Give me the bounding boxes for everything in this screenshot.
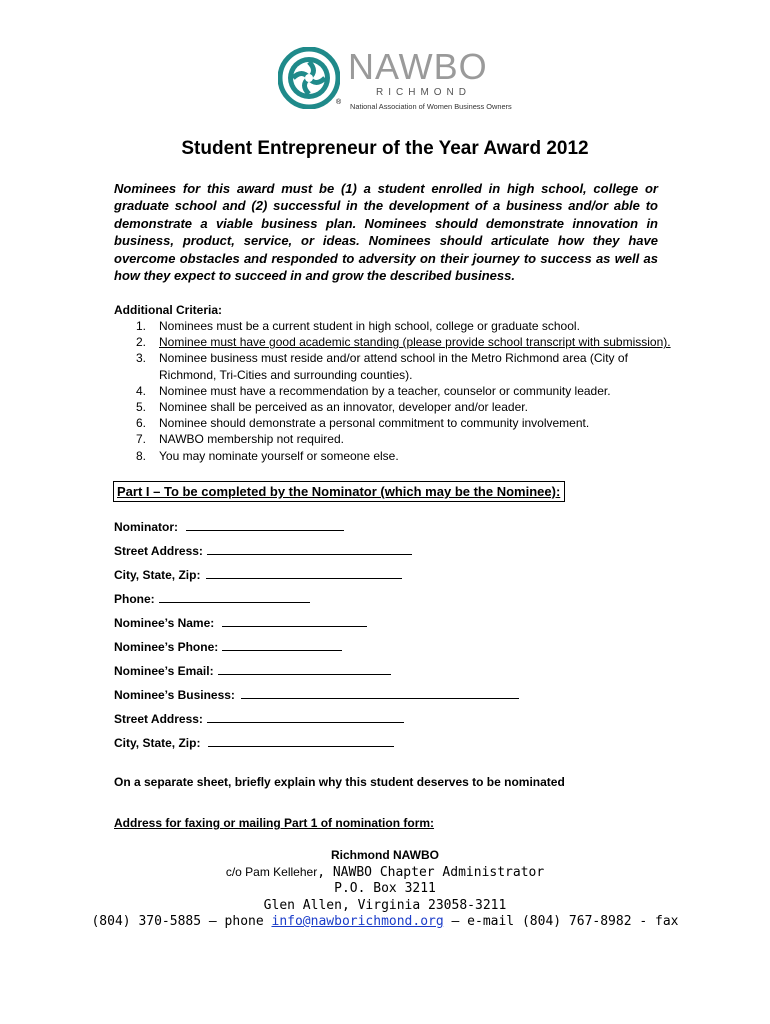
nominee-business-field: Nominee’s Business:	[114, 687, 519, 702]
address-org: Richmond NAWBO	[331, 848, 439, 862]
nawbo-logo	[278, 47, 518, 111]
list-item: 2. Nominee must have good academic standing (please provide school transcript with submission).	[136, 335, 671, 350]
list-item: 1. Nominees must be a current student in high school, college or graduate school.	[136, 319, 580, 333]
part1-heading: Part I – To be completed by the Nominator (which may be the Nominee):	[113, 481, 565, 502]
list-item: 5. Nominee shall be perceived as an innovator, developer and/or leader.	[136, 400, 528, 415]
nominator-input[interactable]	[186, 519, 344, 531]
nominee-phone-input[interactable]	[222, 639, 342, 651]
criteria-list	[114, 318, 674, 464]
address-phone: (804) 370-5885 – phone	[91, 914, 264, 929]
registered-mark: ®	[336, 99, 342, 106]
city-state-zip-input-2[interactable]	[208, 735, 394, 747]
email-link[interactable]: info@nawborichmond.org	[271, 914, 444, 929]
nominee-email-input[interactable]	[218, 663, 391, 675]
nominee-email-field: Nominee’s Email:	[114, 663, 391, 678]
street-address-input[interactable]	[207, 543, 412, 555]
nominee-name-input[interactable]	[222, 615, 367, 627]
city-state-zip-input[interactable]	[206, 567, 402, 579]
list-item: 7. NAWBO membership not required.	[136, 432, 344, 447]
logo-city: RICHMOND	[376, 87, 471, 98]
street-address-input-2[interactable]	[207, 711, 404, 723]
logo-subtitle: National Association of Women Business Owners	[350, 102, 512, 111]
address-contact-line: (804) 370-5885 – phone info@nawborichmond.org – e-mail (804) 767-8982 - fax	[91, 914, 679, 929]
list-item: 8. You may nominate yourself or someone else.	[136, 448, 399, 463]
street-address-field-2: Street Address:	[114, 711, 404, 726]
city-state-zip-field: City, State, Zip:	[114, 567, 402, 582]
list-item: 3. Nominee business must reside and/or attend school in the Metro Richmond area (City of Richmond, Tri-Cities and surrounding counties).	[136, 351, 628, 382]
intro-paragraph: Nominees for this award must be (1) a student enrolled in high school, college or graduate school and (2) successful in the development of a business and/or able to demonstrate a viable business plan. Nominees should demonstrate innovation in business, product, service, or ideas. Nominees should articulate how they have overcome obstacles and responded to adversity on their journey to success as well as how they expect to succeed in and grow the described business.	[114, 181, 658, 284]
address-fax: (804) 767-8982 - fax	[521, 914, 679, 929]
nominee-name-field: Nominee’s Name:	[114, 615, 367, 630]
nawbo-knot-icon	[278, 47, 340, 109]
list-item: 6. Nominee should demonstrate a personal commitment to community involvement.	[136, 416, 590, 431]
address-city: Glen Allen, Virginia 23058-3211	[263, 898, 507, 913]
nominator-field: Nominator:	[114, 519, 344, 534]
address-po-box: P.O. Box 3211	[334, 881, 436, 896]
nominee-business-input[interactable]	[241, 687, 519, 699]
phone-field: Phone:	[114, 591, 310, 606]
separate-sheet-note: On a separate sheet, briefly explain why this student deserves to be nominated	[114, 775, 565, 789]
logo-name: NAWBO	[348, 46, 488, 87]
phone-input[interactable]	[159, 591, 310, 603]
address-heading: Address for faxing or mailing Part 1 of nomination form:	[114, 816, 435, 830]
city-state-zip-field-2: City, State, Zip:	[114, 735, 394, 750]
nominee-phone-field: Nominee’s Phone:	[114, 639, 342, 654]
page-title: Student Entrepreneur of the Year Award 2012	[181, 138, 589, 159]
list-item: 4. Nominee must have a recommendation by a teacher, counselor or community leader.	[136, 383, 611, 398]
address-care-of: c/o Pam Kelleher, NAWBO Chapter Administrator	[225, 865, 545, 880]
street-address-field: Street Address:	[114, 543, 412, 558]
criteria-heading: Additional Criteria:	[114, 303, 223, 317]
